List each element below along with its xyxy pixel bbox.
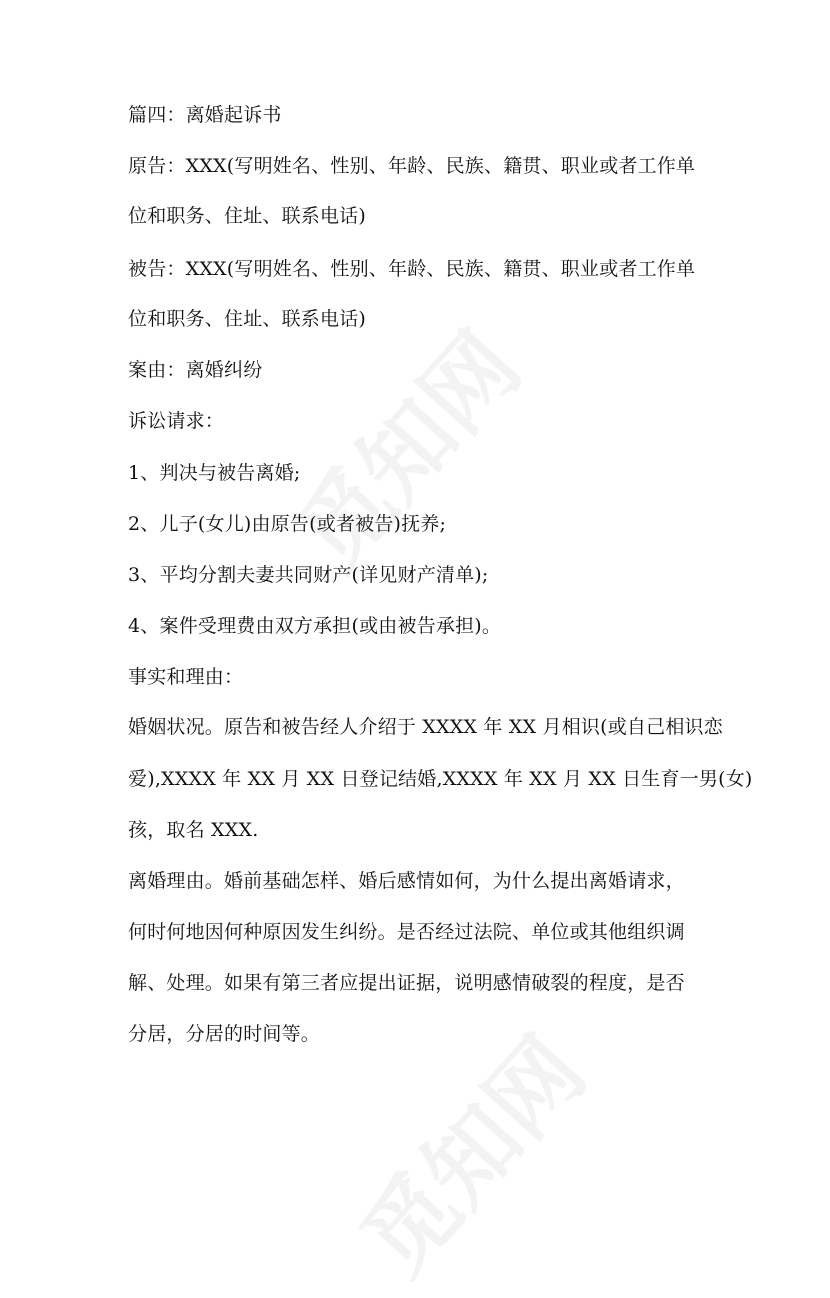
document-title: 篇四：离婚起诉书 — [128, 104, 282, 126]
divorce-reason-line-2: 何时何地因何种原因发生纠纷。是否经过法院、单位或其他组织调 — [128, 921, 685, 943]
defendant-line-1: 被告：XXX(写明姓名、性别、年龄、民族、籍贯、职业或者工作单 — [128, 258, 696, 280]
facts-heading: 事实和理由： — [128, 666, 244, 688]
divorce-reason-line-1: 离婚理由。婚前基础怎样、婚后感情如何，为什么提出离婚请求， — [128, 870, 685, 892]
plaintiff-line-1: 原告：XXX(写明姓名、性别、年龄、民族、籍贯、职业或者工作单 — [128, 155, 696, 177]
marriage-status-line-1: 婚姻状况。原告和被告经人介绍于 XXXX 年 XX 月相识(或自己相识恋 — [128, 716, 723, 738]
claim-item-3: 3、平均分割夫妻共同财产(详见财产清单); — [128, 564, 489, 586]
divorce-reason-line-3: 解、处理。如果有第三者应提出证据，说明感情破裂的程度，是否 — [128, 972, 685, 994]
watermark — [262, 299, 545, 592]
marriage-status-line-3: 孩，取名 XXX. — [128, 819, 259, 841]
claim-item-2: 2、儿子(女儿)由原告(或者被告)抚养; — [128, 513, 447, 535]
divorce-reason-line-4: 分居，分居的时间等。 — [128, 1023, 321, 1045]
watermark — [327, 1004, 610, 1297]
defendant-line-2: 位和职务、住址、联系电话) — [128, 308, 367, 330]
claim-item-1: 1、判决与被告离婚; — [128, 462, 301, 484]
claim-item-4: 4、案件受理费由双方承担(或由被告承担)。 — [128, 615, 502, 637]
plaintiff-line-2: 位和职务、住址、联系电话) — [128, 205, 367, 227]
claims-heading: 诉讼请求： — [128, 410, 225, 432]
marriage-status-line-2: 爱),XXXX 年 XX 月 XX 日登记结婚,XXXX 年 XX 月 XX 日生育一男(女) — [128, 768, 753, 790]
case-cause: 案由：离婚纠纷 — [128, 359, 263, 381]
